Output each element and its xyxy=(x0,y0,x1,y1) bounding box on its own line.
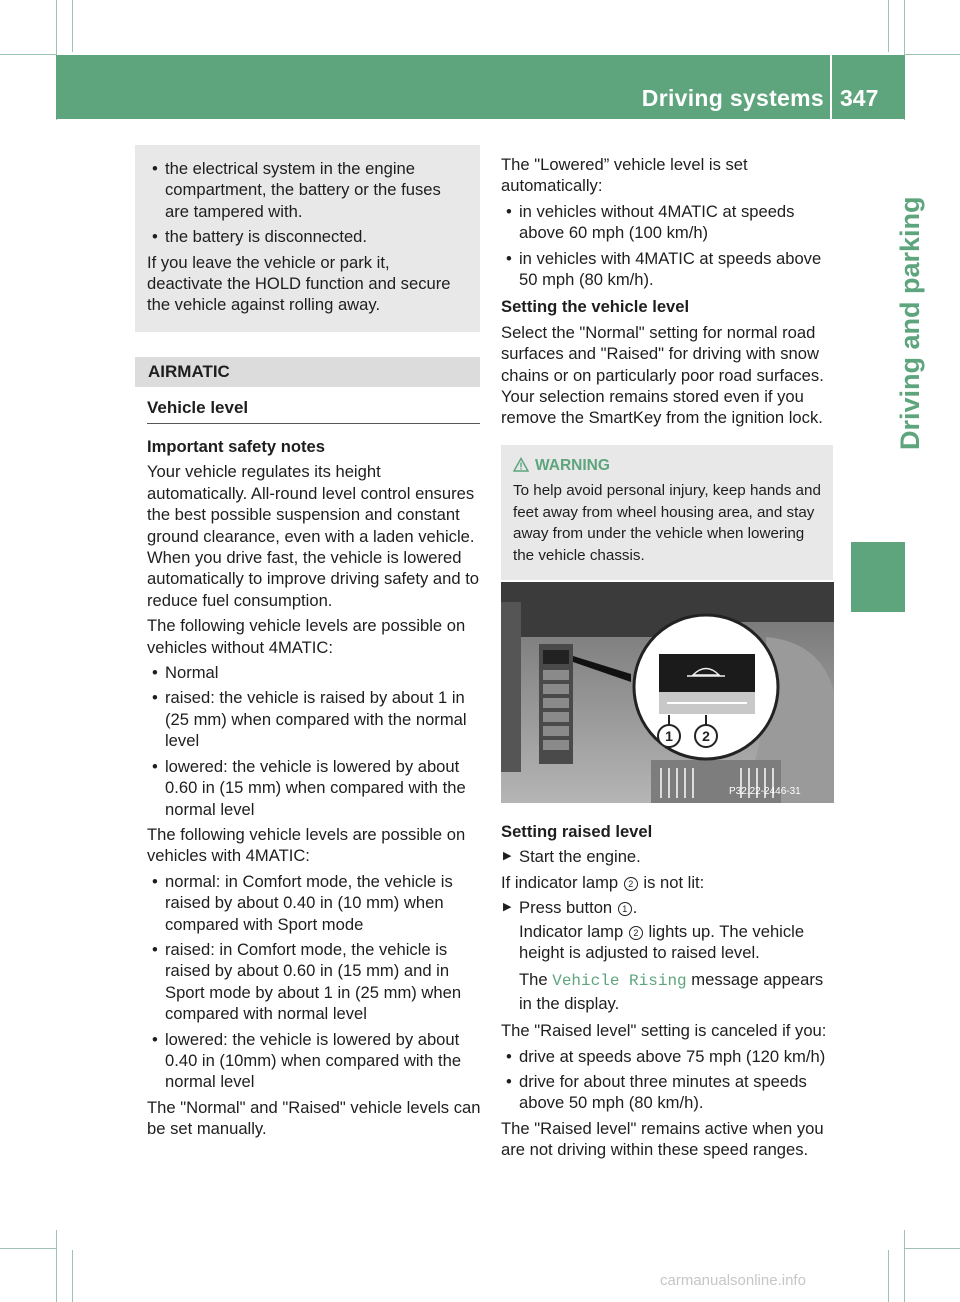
num-circle: 2 xyxy=(629,926,643,940)
warning-text: To help avoid personal injury, keep hands and feet away from wheel housing area, and stay away from under the vehicle when lowering the vehicle chassis. xyxy=(513,482,821,564)
subsection-rule xyxy=(147,423,480,424)
list-item: • in vehicles with 4MATIC at speeds above 50 mph (80 km/h). xyxy=(501,248,837,291)
warning-title: WARNING xyxy=(535,457,610,474)
display-message: Vehicle Rising xyxy=(552,972,687,991)
warning-box xyxy=(501,445,833,580)
crop-mark xyxy=(905,1248,960,1249)
step-text: message appears in the display. xyxy=(519,970,824,1013)
paragraph: The "Raised level" remains active when you are not driving within these speed ranges. xyxy=(501,1118,824,1160)
list-item: • drive for about three minutes at speeds above 50 mph (80 km/h). xyxy=(501,1071,837,1114)
paragraph: The "Raised level" setting is canceled if you: xyxy=(501,1021,827,1041)
paragraph: The following vehicle levels are possible on vehicles with 4MATIC: xyxy=(147,824,466,866)
side-tab-label: Driving and parking xyxy=(895,196,925,450)
step-text: lights up. The vehicle height is adjusted to raised level. xyxy=(519,921,805,963)
instruction-step xyxy=(501,897,837,1014)
dashboard-illustration xyxy=(501,582,834,803)
airmatic-button-photo xyxy=(501,582,834,803)
header-divider xyxy=(830,55,832,119)
condition-line xyxy=(501,872,837,893)
list-item: • lowered: the vehicle is lowered by about 0.60 in (15 mm) when compared with the normal level xyxy=(147,756,482,820)
paragraph: Select the "Normal" setting for normal road surfaces and "Raised" for driving with snow chains or on particularly poor road surfaces. Your selection remains stored even if you remove the SmartKey from the ignition lock. xyxy=(501,322,824,428)
step-line xyxy=(519,921,837,964)
step-text: Indicator lamp xyxy=(519,921,624,941)
list-item: • the battery is disconnected. xyxy=(147,226,468,247)
crop-mark xyxy=(888,1250,889,1302)
list-item: • lowered: the vehicle is lowered by about 0.40 in (10mm) when compared with the normal level xyxy=(147,1029,482,1093)
num-circle: 2 xyxy=(624,877,638,891)
crop-mark xyxy=(888,0,889,52)
list-item: • in vehicles without 4MATIC at speeds above 60 mph (100 km/h) xyxy=(501,201,837,244)
paragraph: Your vehicle regulates its height automatically. All-round level control ensures the best possible suspension and constant ground clearance, even with a laden vehicle. When you drive fast, the vehicle is lowered automatically to improve driving safety and to reduce fuel consumption. xyxy=(147,462,480,610)
crop-mark xyxy=(72,1250,73,1302)
condition-post: is not lit: xyxy=(643,872,705,892)
step-line xyxy=(519,897,837,918)
list-item: • raised: the vehicle is raised by about 1 in (25 mm) when compared with the normal level xyxy=(147,687,482,751)
warning-header xyxy=(513,454,821,476)
num-circle: 1 xyxy=(618,902,632,916)
subsection-title: Vehicle level xyxy=(147,398,249,417)
paragraph: The "Normal" and "Raised" vehicle levels can be set manually. xyxy=(147,1097,481,1139)
crop-mark xyxy=(56,1230,57,1302)
callout-1: 1 xyxy=(665,728,673,744)
callout-2: 2 xyxy=(702,728,710,744)
list-item: • raised: in Comfort mode, the vehicle is raised by about 0.60 in (15 mm) and in Sport mode by about 1 in (25 mm) when compared with normal level xyxy=(147,939,482,1025)
list-item: • Normal xyxy=(147,662,482,683)
right-column-bottom xyxy=(501,821,837,1165)
warning-icon xyxy=(513,457,529,472)
section-title: AIRMATIC xyxy=(148,362,230,381)
step-text: The xyxy=(519,970,548,990)
heading-raised-level: Setting raised level xyxy=(501,822,653,841)
page-number: 347 xyxy=(840,85,879,111)
crop-mark xyxy=(905,54,960,55)
heading-safety-notes: Important safety notes xyxy=(147,437,325,456)
instruction-step: ▶ Start the engine. xyxy=(501,846,837,867)
list-item: • normal: in Comfort mode, the vehicle is raised by about 0.40 in (10 mm) when compared with Sport mode xyxy=(147,871,482,935)
step-line xyxy=(519,969,837,1014)
header-title: Driving systems xyxy=(641,85,824,111)
section-band xyxy=(135,357,480,387)
crop-mark xyxy=(72,0,73,52)
paragraph: The "Lowered” vehicle level is set automatically: xyxy=(501,155,748,196)
hold-note-box xyxy=(135,145,480,332)
crop-mark xyxy=(0,1248,56,1249)
box-text: If you leave the vehicle or park it, deactivate the HOLD function and secure the vehicle against rolling away. xyxy=(147,252,451,315)
heading-setting-level: Setting the vehicle level xyxy=(501,297,690,317)
step-text: . xyxy=(632,898,638,918)
photo-label: P32.22-2446-31 xyxy=(729,786,801,797)
crop-mark xyxy=(904,1230,905,1302)
paragraph: The following vehicle levels are possible on vehicles without 4MATIC: xyxy=(147,616,466,657)
crop-mark xyxy=(0,54,56,55)
condition-pre: If indicator lamp xyxy=(501,872,619,892)
side-tab-block xyxy=(851,542,905,612)
right-column-top xyxy=(501,154,837,433)
left-column xyxy=(147,436,482,1144)
step-text: Press button xyxy=(519,898,613,918)
list-item: • the electrical system in the engine compartment, the battery or the fuses are tampered with. xyxy=(147,158,468,222)
watermark: carmanualsonline.info xyxy=(660,1272,806,1289)
list-item: • drive at speeds above 75 mph (120 km/h) xyxy=(501,1046,837,1067)
